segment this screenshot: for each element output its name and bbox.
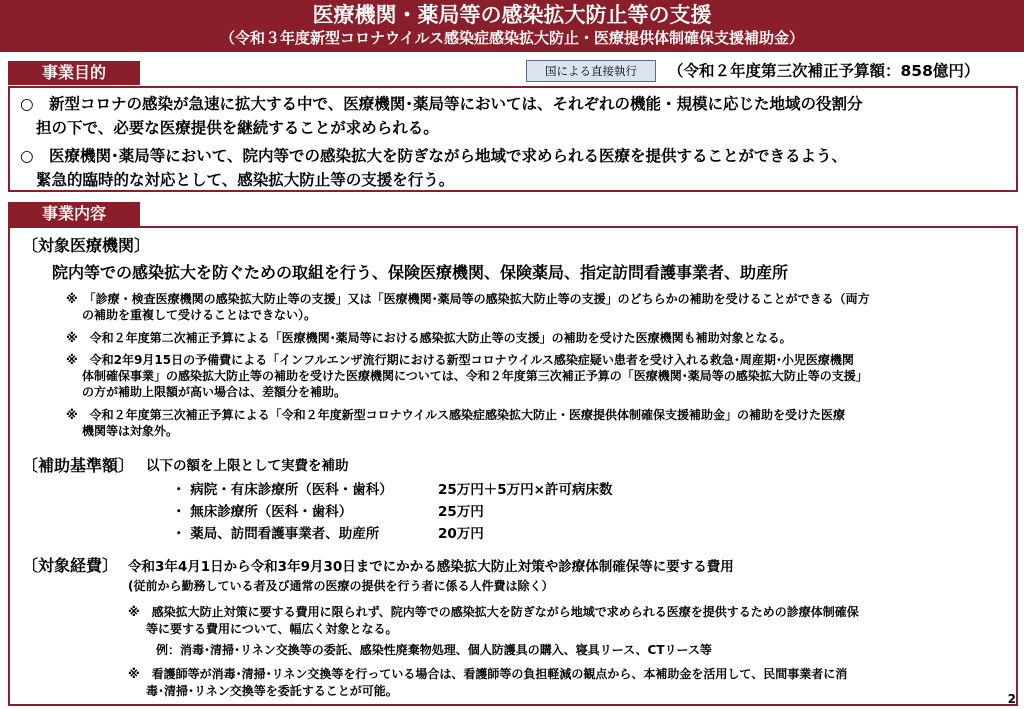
standard-item-amount: 25万円＋5万円×許可病床数 (438, 482, 613, 498)
standard-item-amount: 25万円 (438, 504, 484, 520)
standard-item-name: ・ 無床診療所（医科・歯科） (172, 504, 353, 520)
purpose-line-4: 緊急的臨時的な対応として、感染拡大防止等の支援を行う。 (36, 171, 455, 189)
target-main: 院内等での感染拡大を防ぐための取組を行う、保険医療機関、保険薬局、指定訪問看護事業者、助産所 (52, 263, 789, 282)
page-number: 2 (1007, 692, 1016, 706)
expense-note-line-4: 毒･清掃･リネン交換等を委託することが可能。 (146, 684, 398, 698)
page-subtitle: （令和３年度新型コロナウイルス感染症感染拡大防止・医療提供体制確保支援補助金） (219, 29, 805, 47)
purpose-line-1: ○ 新型コロナの感染が急速に拡大する中で、医療機関･薬局等においては、それぞれの機能・規模に応じた地域の役割分 (20, 95, 863, 113)
note-line-4: ※ 令和2年9月15日の予備費による「インフルエンザ流行期における新型コロナウイルス感染症疑い患者を受け入れる救急･周産期･小児医療機関 (66, 353, 854, 367)
standard-desc: 以下の額を上限として実費を補助 (146, 458, 349, 474)
standard-heading: 〔補助基準額〕 (22, 456, 135, 475)
expense-note-line-2: 等に要する費用について、幅広く対象となる。 (146, 622, 398, 636)
note-line-8: 機関等は対象外。 (82, 424, 179, 438)
note-line-3: ※ 令和２年度第二次補正予算による「医療機関･薬局等における感染拡大防止等の支援」の補助を受けた医療機関も補助対象となる。 (66, 331, 792, 345)
note-line-1: ※ 「診療・検査医療機関の感染拡大防止等の支援」又は「医療機関･薬局等の感染拡大防止等の支援」のどちらかの補助を受けることができる（両方 (66, 292, 870, 306)
note-line-6: の方が補助上限額が高い場合は、差額分を補助。 (82, 385, 347, 399)
content-label: 事業内容 (8, 202, 140, 226)
note-line-5: 体制確保事業」の感染拡大防止等の補助を受けた医療機関については、令和２年度第三次補正予算の「医療機関･薬局等の感染拡大防止等の支援」 (82, 369, 868, 383)
purpose-label: 事業目的 (8, 61, 140, 85)
purpose-line-3: ○ 医療機関･薬局等において、院内等での感染拡大を防ぎながら地域で求められる医療を提供することができるよう、 (20, 147, 847, 165)
standard-item-name: ・ 薬局、訪問看護事業者、助産所 (172, 526, 380, 542)
header-banner (0, 0, 1024, 52)
purpose-line-2: 担の下で、必要な医療提供を継続することが求められる。 (36, 119, 439, 137)
target-heading: 〔対象医療機関〕 (22, 236, 151, 255)
note-line-2: の補助を重複して受けることはできない）。 (82, 308, 317, 322)
note-line-7: ※ 令和２年度第三次補正予算による「令和２年度新型コロナウイルス感染症感染拡大防止・医療提供体制確保支援補助金」の補助を受けた医療 (66, 408, 845, 422)
expense-desc: 令和3年4月1日から令和3年9月30日までにかかる感染拡大防止対策や診療体制確保等に要する費用 (128, 559, 734, 575)
expense-heading: 〔対象経費〕 (22, 556, 119, 575)
budget-amount: （令和２年度第三次補正予算額：858億円） (668, 62, 980, 80)
standard-item-amount: 20万円 (438, 526, 484, 542)
standard-item-name: ・ 病院・有床診療所（医科・歯科） (172, 482, 393, 498)
expense-note-line-3: ※ 看護師等が消毒･清掃･リネン交換等を行っている場合は、看護師等の負担軽減の観点から、本補助金を活用して、民間事業者に消 (128, 667, 848, 681)
expense-sub: (従前から勤務している者及び通常の医療の提供を行う者に係る人件費は除く） (128, 579, 554, 593)
direct-execution-tag: 国による直接執行 (526, 60, 656, 82)
page-title: 医療機関・薬局等の感染拡大防止等の支援 (312, 3, 712, 27)
expense-note-line-1: ※ 感染拡大防止対策に要する費用に限られず、院内等での感染拡大を防ぎながら地域で求められる医療を提供するための診療体制確保 (128, 605, 859, 619)
expense-example: 例：消毒･清掃･リネン交換等の委託、感染性廃棄物処理、個人防護具の購入、寝具リース、CTリース等 (156, 643, 712, 657)
